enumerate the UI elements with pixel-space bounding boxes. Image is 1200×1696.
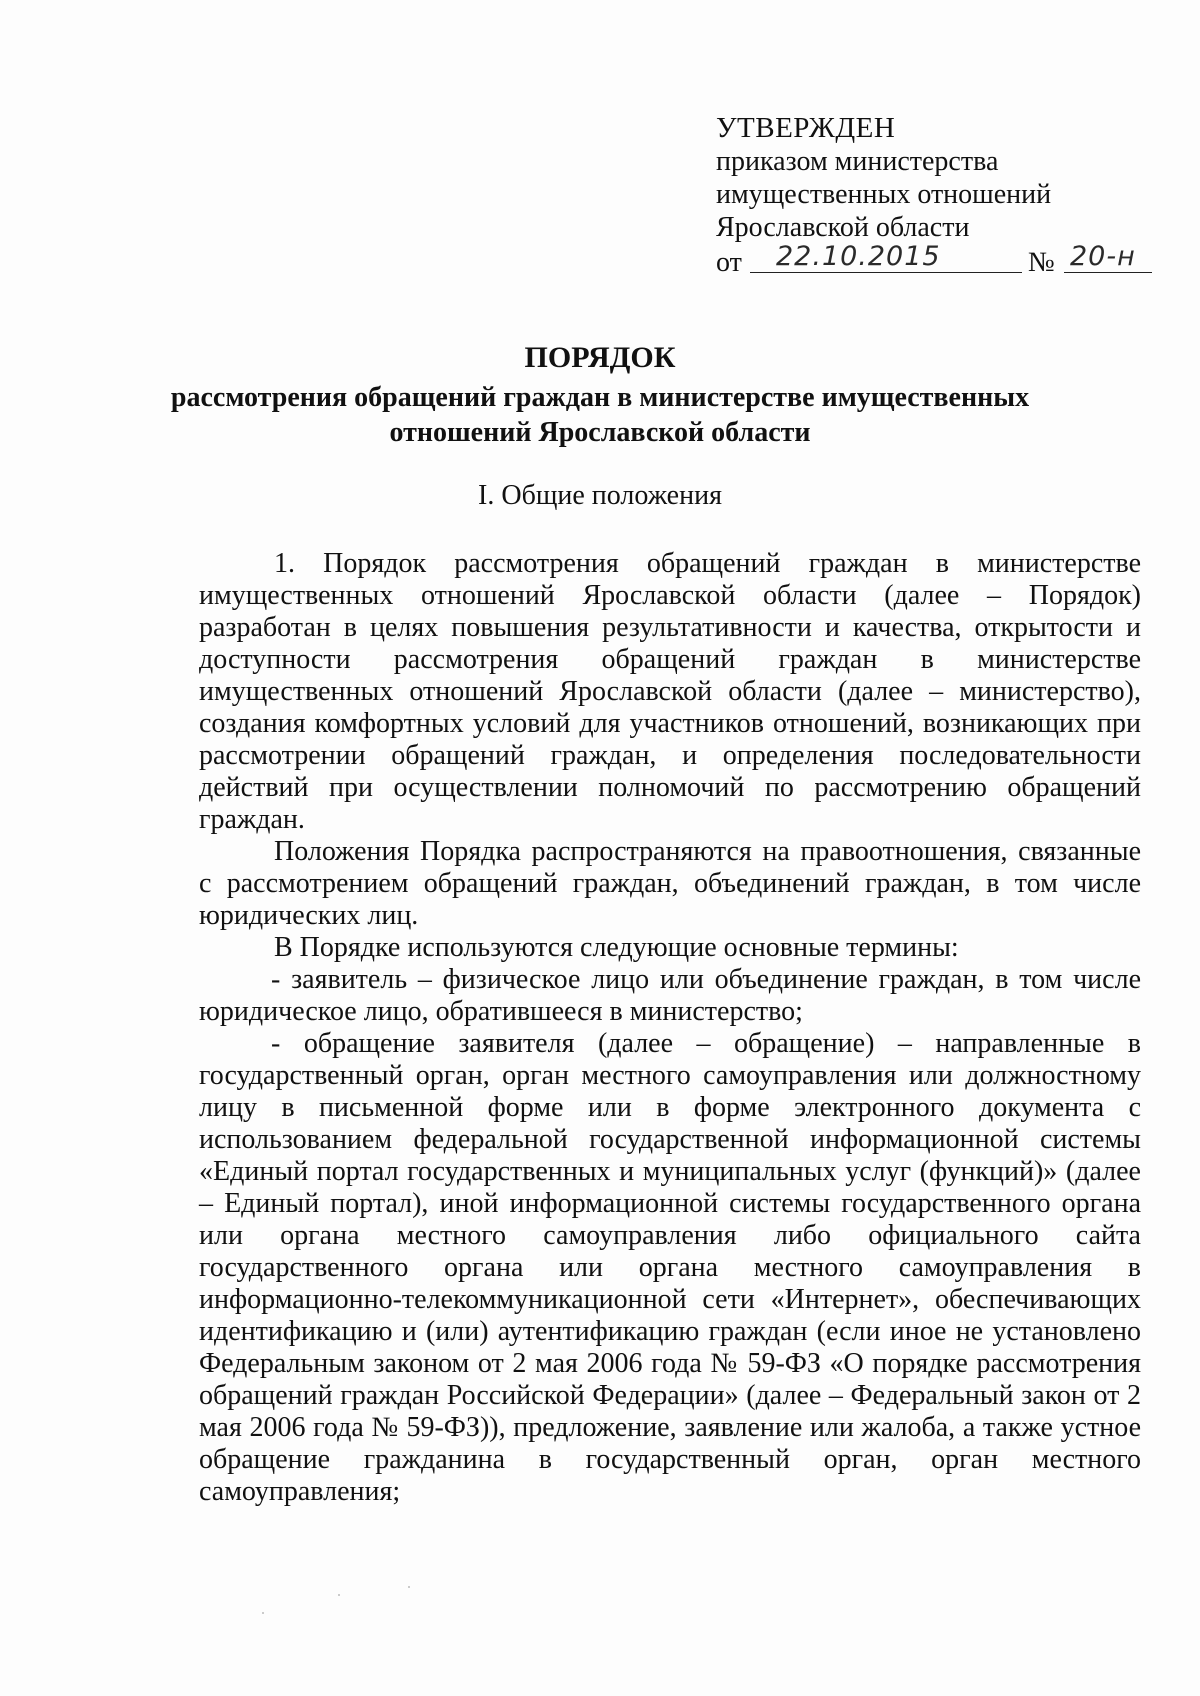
definition-appeal: - обращение заявителя (далее – обращение) – направленные в государственный орган, орган местного самоуправления или должностному лицу в письменной форме или в форме электронного документа с использованием федеральной государственной информационной системы «Единый портал государственных и муниципальных услуг (функций)» (далее – Единый портал), иной информационной системы государственного органа или органа местного самоуправления либо официального сайта государственного органа или органа местного самоуправления в информационно-телекоммуникационной сети «Интернет», обеспечивающих идентификацию и (или) аутентификацию граждан (если иное не установлено Федеральным законом от 2 мая 2006 года № 59-ФЗ «О порядке рассмотрения обращений граждан Российской Федерации» (далее – Федеральный закон от 2 мая 2006 года № 59-ФЗ)), предложение, заявление или жалоба, а также устное обращение гражданина в государственный орган, орган местного самоуправления; <box>199 1028 1141 1507</box>
approval-heading: УТВЕРЖДЕН <box>716 112 896 144</box>
document-body <box>199 548 1141 1508</box>
section-heading: I. Общие положения <box>478 480 722 511</box>
handwritten-date: 22.10.2015 <box>776 241 941 272</box>
document-subtitle <box>0 380 1200 450</box>
approval-line-2: имущественных отношений <box>716 179 1052 210</box>
document-subtitle-line-2: отношений Ярославской области <box>389 417 811 448</box>
date-label: от <box>716 247 742 278</box>
approval-line-1: приказом министерства <box>716 146 999 177</box>
scan-speck <box>338 1594 340 1596</box>
scan-speck <box>262 1612 264 1614</box>
paragraph-1: 1. Порядок рассмотрения обращений граждан в министерстве имущественных отношений Ярославской области (далее – Порядок) разработан в целях повышения результативности и качества, открытости и доступности рассмотрения обращений граждан в министерстве имущественных отношений Ярославской области (далее – министерство), создания комфортных условий для участников отношений, возникающих при рассмотрении обращений граждан, и определения последовательности действий при осуществлении полномочий по рассмотрению обращений граждан. <box>199 548 1141 835</box>
approval-date-number-row <box>716 241 1156 280</box>
paragraph-2: Положения Порядка распространяются на правоотношения, связанные с рассмотрением обращений граждан, объединений граждан, в том числе юридических лиц. <box>199 836 1141 931</box>
number-label: № <box>1028 247 1055 278</box>
document-subtitle-line-1: рассмотрения обращений граждан в министерстве имущественных <box>170 382 1030 413</box>
approval-stamp-block <box>716 112 1156 280</box>
document-title: ПОРЯДОК <box>524 341 676 374</box>
approval-line-3: Ярославской области <box>716 212 970 243</box>
scan-speck <box>408 1586 410 1588</box>
definition-applicant: - заявитель – физическое лицо или объединение граждан, в том числе юридическое лицо, обратившееся в министерство; <box>199 964 1141 1027</box>
paragraph-3: В Порядке используются следующие основные термины: <box>274 932 959 963</box>
handwritten-number: 20-н <box>1070 241 1136 272</box>
